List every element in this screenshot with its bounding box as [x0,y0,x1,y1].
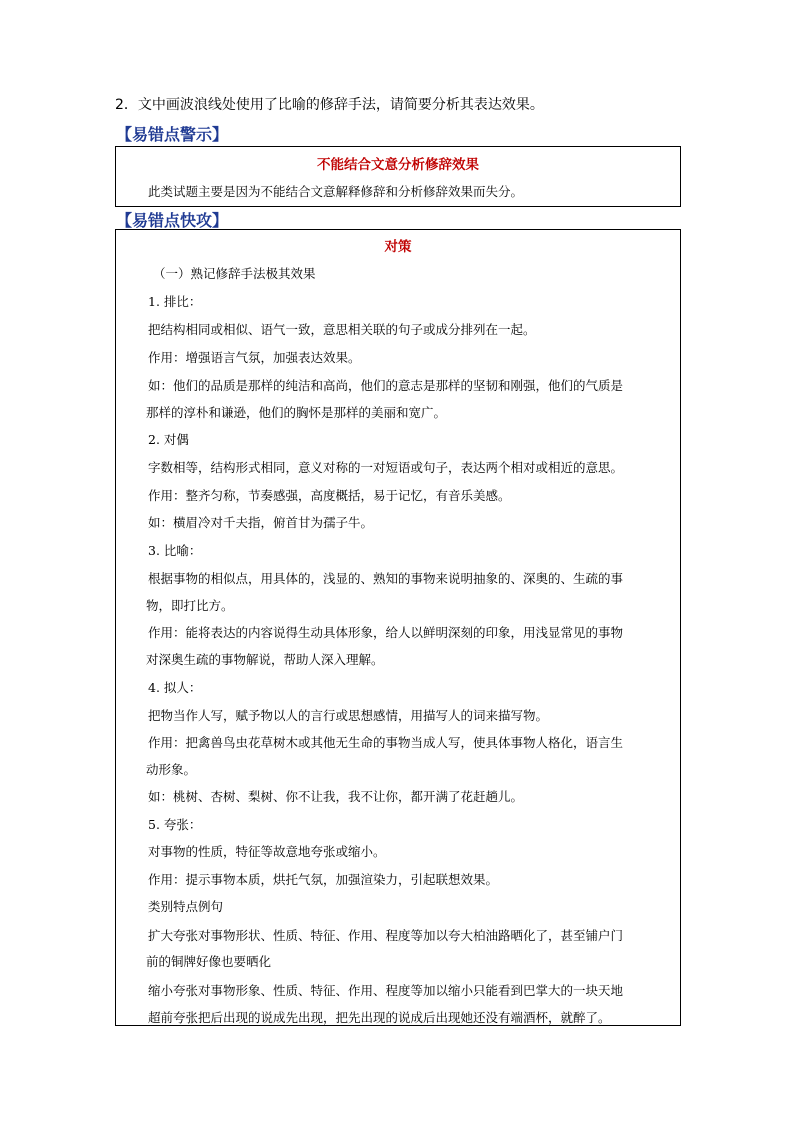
attack-line: 作用：增强语言气氛，加强表达效果。 [148,350,361,365]
attack-line: 对事物的性质，特征等故意地夸张或缩小。 [148,844,386,859]
attack-title: 对策 [384,239,412,255]
attack-line: 那样的淳朴和谦逊，他们的胸怀是那样的美丽和宽广。 [146,405,447,420]
attack-line: 如：他们的品质是那样的纯洁和高尚，他们的意志是那样的坚韧和刚强，他们的气质是 [148,378,624,393]
attack-line: 把结构相同或相似、语气一致，意思相关联的句子或成分排列在一起。 [148,322,536,337]
warning-title: 不能结合文意分析修辞效果 [317,157,479,173]
attack-line: 前的铜牌好像也要晒化 [146,954,272,969]
attack-line: 作用：提示事物本质，烘托气氛，加强渲染力，引起联想效果。 [148,872,499,887]
attack-line: 物，即打比方。 [146,598,234,613]
attack-line: 作用：整齐匀称，节奏感强，高度概括，易于记忆，有音乐美感。 [148,488,511,503]
attack-line: 根据事物的相似点，用具体的，浅显的、熟知的事物来说明抽象的、深奥的、生疏的事 [148,571,624,586]
attack-line: 对深奥生疏的事物解说，帮助人深入理解。 [146,652,384,667]
attack-line: 5. 夸张： [148,817,202,832]
question-text: 2．文中画波浪线处使用了比喻的修辞手法，请简要分析其表达效果。 [115,97,544,113]
attack-line: 1. 排比： [148,294,202,309]
attack-line: 2. 对偶 [148,432,189,447]
attack-line: （一）熟记修辞手法极其效果 [153,266,316,281]
attack-line: 3. 比喻： [148,543,202,558]
attack-line: 如：横眉冷对千夫指，俯首甘为孺子牛。 [148,515,374,530]
attack-header: 【易错点快攻】 [116,211,229,230]
attack-line: 作用：能将表达的内容说得生动具体形象，给人以鲜明深刻的印象，用浅显常见的事物 [148,625,624,640]
warning-header: 【易错点警示】 [116,125,229,144]
warning-box [115,146,681,207]
attack-line: 把物当作人写，赋予物以人的言行或思想感情，用描写人的词来描写物。 [148,708,549,723]
attack-line: 超前夸张把后出现的说成先出现，把先出现的说成后出现她还没有端酒杯，就醉了。 [148,1010,611,1025]
attack-line: 动形象。 [146,762,197,777]
attack-line: 类别特点例句 [148,899,224,914]
attack-box [115,229,681,1026]
attack-line: 4. 拟人： [148,680,202,695]
attack-line: 作用：把禽兽鸟虫花草树木或其他无生命的事物当成人写，使具体事物人格化，语言生 [148,735,624,750]
attack-line: 扩大夸张对事物形状、性质、特征、作用、程度等加以夸大柏油路晒化了，甚至铺户门 [148,928,624,943]
attack-line: 如：桃树、杏树、梨树、你不让我，我不让你，都开满了花赶趟儿。 [148,789,524,804]
warning-text: 此类试题主要是因为不能结合文意解释修辞和分析修辞效果而失分。 [148,184,524,199]
attack-line: 字数相等，结构形式相同，意义对称的一对短语或句子，表达两个相对或相近的意思。 [148,460,624,475]
attack-line: 缩小夸张对事物形象、性质、特征、作用、程度等加以缩小只能看到巴掌大的一块天地 [148,983,624,998]
